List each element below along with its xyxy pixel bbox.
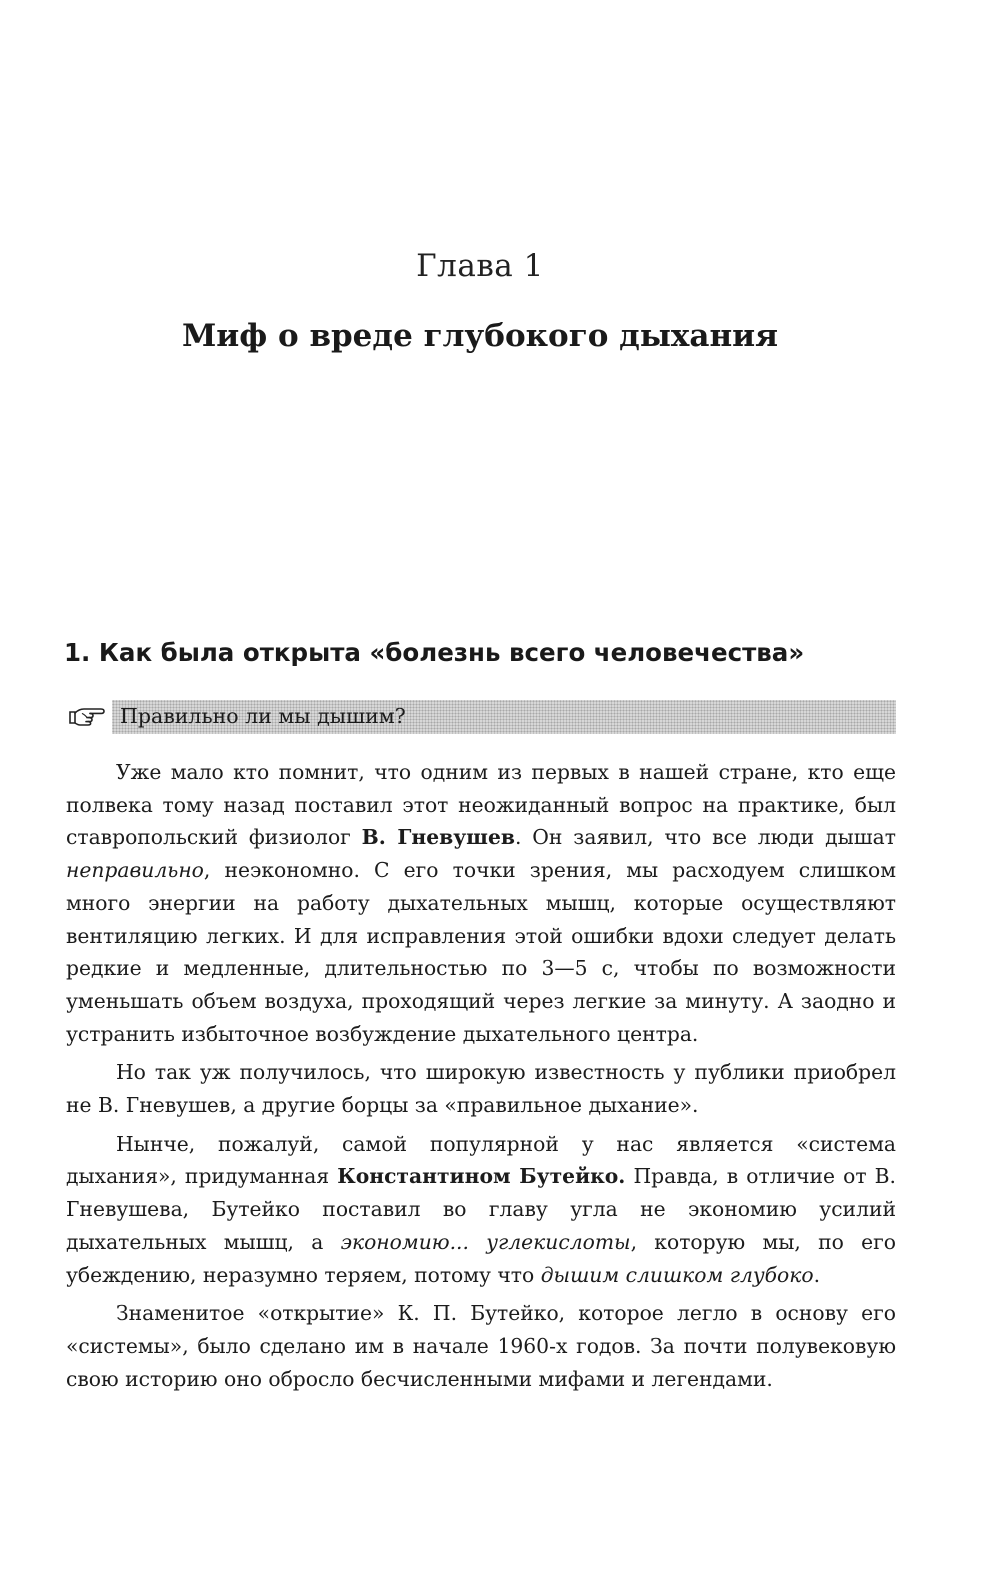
paragraph-3-text-4: . [813, 1262, 821, 1287]
paragraph-3 [66, 1128, 896, 1292]
paragraph-1-text-3: , неэкономно. С его точки зрения, мы расходуем слишком много энергии на работу дыхательных мышц, которые осуществляют вентиляцию легких. И для исправления этой ошибки вдохи следует делать редкие и медленные, длительностью по 3—5 с, чтобы по возможности уменьшать объем воздуха, проходящий через легкие за минуту. А заодно и устранить избыточное возбуждение дыхательного центра. [66, 858, 896, 1046]
question-highlight [112, 700, 896, 734]
paragraph-3-text-1: Нынче, пожалуй, самой популярной у нас является «система дыхания», придуманная [66, 1131, 896, 1189]
question-text: Правильно ли мы дышим? [120, 704, 406, 728]
paragraph-2: Но так уж получилось, что широкую известность у публики приобрел не В. Гневушев, а другие борцы за «правильное дыхание». [66, 1060, 896, 1118]
question-bar [66, 700, 896, 734]
emphasis-co2-economy: экономию... углекислоты [340, 1229, 631, 1254]
chapter-label: Глава 1 [416, 248, 544, 284]
pointing-hand-icon [68, 704, 106, 728]
author-name-gnevushev: В. Гневушев [361, 825, 515, 850]
emphasis-breathe-too-deep: дышим слишком глубоко [540, 1262, 814, 1287]
paragraph-4: Знаменитое «открытие» К. П. Бутейко, которое легло в основу его «системы», было сделано им в начале 1960-х годов. За почти полувековую свою историю оно обросло бесчисленными мифами и легендами. [66, 1301, 896, 1391]
paragraph-3-text-2: Правда, в отличие от В. Гневушева, Бутейко поставил во главу угла не экономию усилий дыхательных мышц, а [66, 1164, 896, 1254]
paragraph-1-text-1: Уже мало кто помнит, что одним из первых в нашей стране, кто еще полвека тому назад поставил этот неожиданный вопрос на практике, был ставропольский физиолог [66, 760, 896, 850]
section-heading: 1. Как была открыта «болезнь всего человечества» [64, 638, 805, 667]
author-name-buteyko: Константином Бутейко. [337, 1164, 626, 1189]
chapter-title: Миф о вреде глубокого дыхания [181, 318, 779, 354]
body-text [66, 756, 896, 1395]
paragraph-1 [66, 756, 896, 1050]
emphasis-incorrectly: неправильно [66, 858, 204, 883]
paragraph-3-text-3: , которую мы, по его убеждению, неразумно теряем, потому что [66, 1229, 896, 1287]
paragraph-1-text-2: . Он заявил, что все люди дышат [514, 825, 896, 850]
